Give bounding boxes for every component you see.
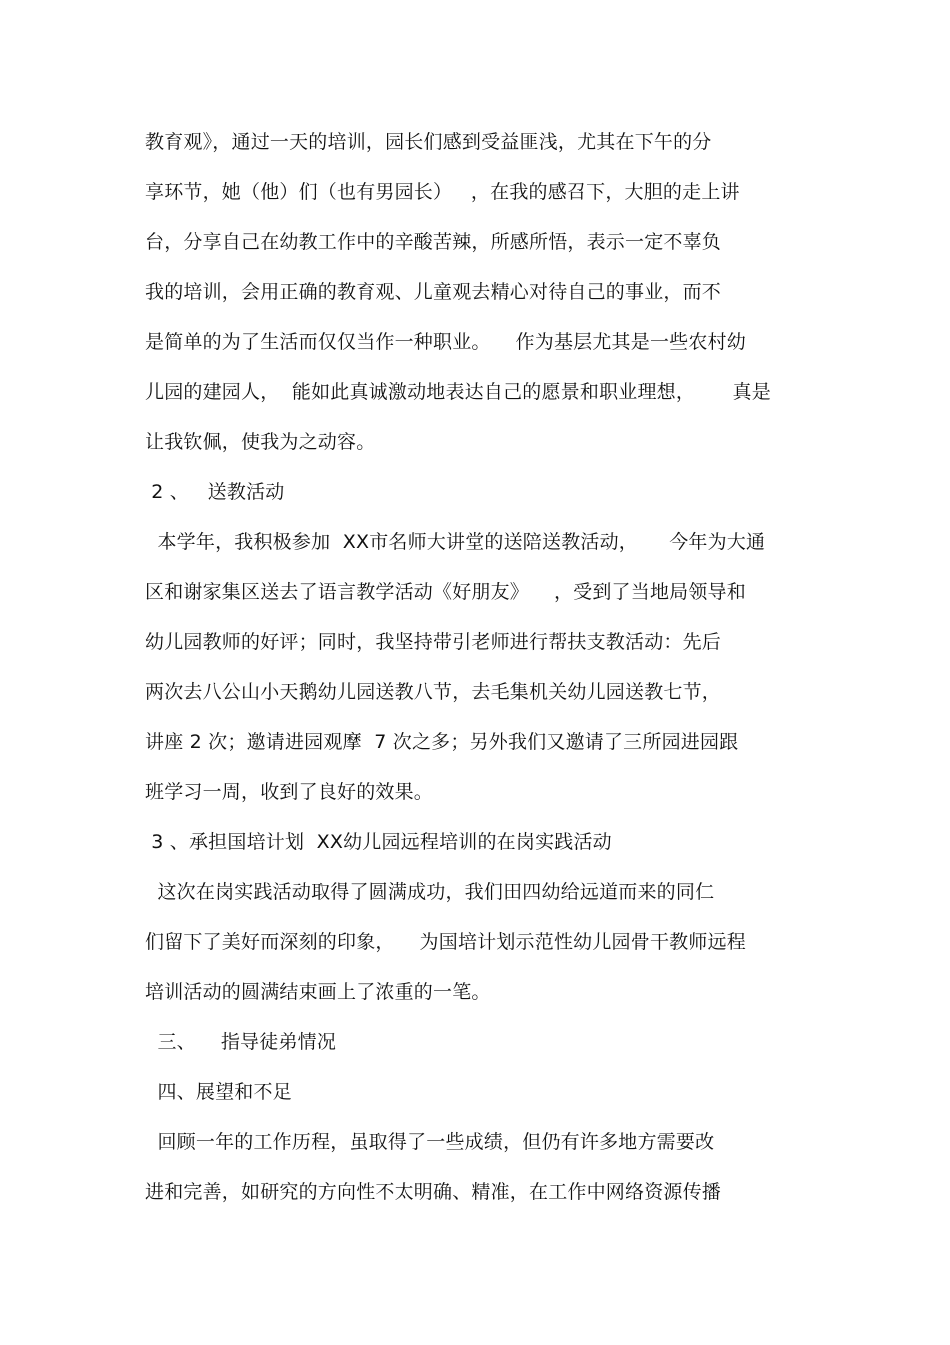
text-line: 进和完善，如研究的方向性不太明确、精准，在工作中网络资源传播 <box>145 1181 722 1203</box>
text-line: 我的培训，会用正确的教育观、儿童观去精心对待自己的事业，而不 <box>145 281 722 303</box>
text-line: 本学年，我积极参加 XX市名师大讲堂的送陪送教活动， 今年为大通 <box>145 531 766 553</box>
text-line: 培训活动的圆满结束画上了浓重的一笔。 <box>145 981 491 1003</box>
section-heading: 四、展望和不足 <box>145 1081 292 1103</box>
text-line: 回顾一年的工作历程，虽取得了一些成绩，但仍有许多地方需要改 <box>145 1131 715 1153</box>
text-line: 让我钦佩，使我为之动容。 <box>145 431 376 453</box>
text-line: 班学习一周，收到了良好的效果。 <box>145 781 434 803</box>
text-line: 享环节，她（他）们（也有男园长） ，在我的感召下，大胆的走上讲 <box>145 181 740 203</box>
text-line: 们留下了美好而深刻的印象， 为国培计划示范性幼儿园骨干教师远程 <box>145 931 746 953</box>
text-line: 是简单的为了生活而仅仅当作一种职业。 作为基层尤其是一些农村幼 <box>145 331 746 353</box>
text-line: 教育观》，通过一天的培训，园长们感到受益匪浅，尤其在下午的分 <box>145 131 712 153</box>
text-line: 儿园的建园人， 能如此真诚激动地表达自己的愿景和职业理想， 真是 <box>145 381 771 403</box>
section-heading: 三、 指导徒弟情况 <box>145 1031 337 1053</box>
section-heading: 3 、承担国培计划 XX幼儿园远程培训的在岗实践活动 <box>145 831 612 853</box>
text-line: 台，分享自己在幼教工作中的辛酸苦辣，所感所悟，表示一定不辜负 <box>145 231 722 253</box>
text-line: 两次去八公山小天鹅幼儿园送教八节，去毛集机关幼儿园送教七节， <box>145 681 722 703</box>
text-line: 区和谢家集区送去了语言教学活动《好朋友》 ，受到了当地局领导和 <box>145 581 746 603</box>
text-line: 讲座 2 次；邀请进园观摩 7 次之多；另外我们又邀请了三所园进园跟 <box>145 731 739 753</box>
text-line: 幼儿园教师的好评；同时，我坚持带引老师进行帮扶支教活动：先后 <box>145 631 722 653</box>
section-heading: 2 、 送教活动 <box>145 481 285 503</box>
text-line: 这次在岗实践活动取得了圆满成功，我们田四幼给远道而来的同仁 <box>145 881 715 903</box>
